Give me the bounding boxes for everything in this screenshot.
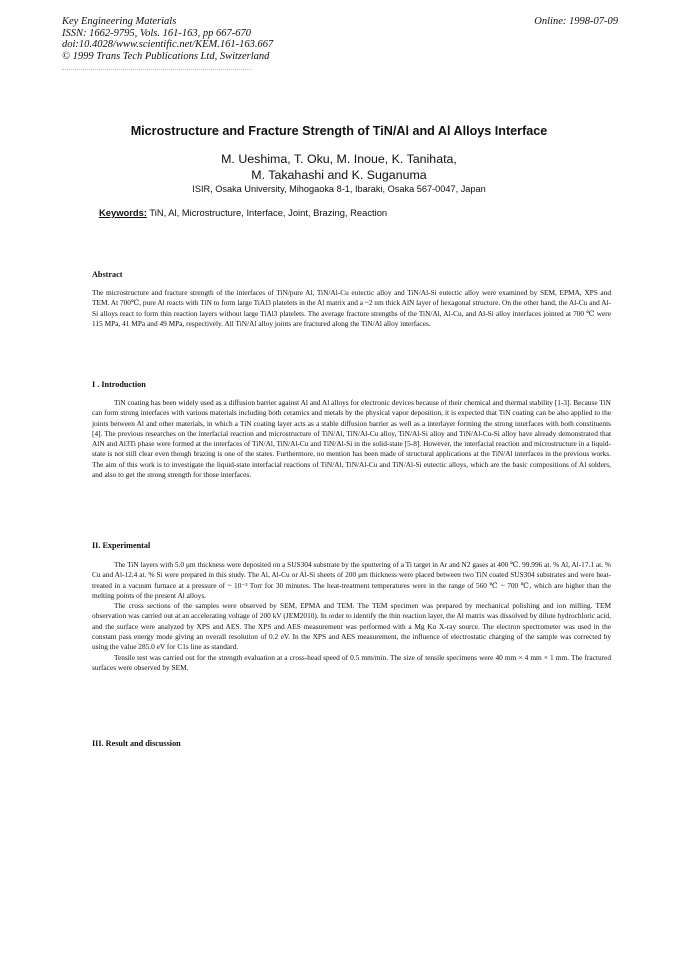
experimental-body — [92, 560, 611, 673]
introduction-text: TiN coating has been widely used as a diffusion barrier against Al and Al alloys for electronic devices because of their chemical and thermal stability [1-3]. Because TiN can form strong interfaces with various materials including both ceramics and metals by the physical vapor deposition, it is expected that TiN coating can be also applied to the joints between Al and other materials, in which a TiN coating layer acts as a stable diffusion barrier as well as a interlayer forming the strong interfaces with both constituents [4]. The previous researches on the interfacial reaction and microstructure of TiN/Al, TiN/Al-Cu alloy, TiN/Al-Si alloy and TiN/Al-Cu-Si alloy have already demonstrated that AlN and Al3Ti phase were formed at the interfaces of TiN/Al, TiN/Al-Cu and TiN/Al-Si in the solid-state [5-8]. However, the interfacial reaction and microstructure in a liquid-state is not still clear even though brazing is one of the states. Furthermore, no mention has been made of structural applications at the TiN/Al interfaces in the previous works. The aim of this work is to investigate the liquid-state interfacial reactions of TiN/Al, TiN/Al-Cu and TiN/Al-Si eutectic alloys, which are the basic compositions of Al solders, and also to get the strong strength for those interfaces. — [92, 398, 611, 480]
experimental-paragraph-2: The cross sections of the samples were observed by SEM, EPMA and TEM. The TEM specimen was prepared by mechanical polishing and ion milling. TEM observation was carried out at an accelerating voltage of 200 kV (JEM2010). In order to identify the thin reaction layer, the Al matrix was dissolved by dilute hydrochloric acid, and the surface were analyzed by XPS and AES. The XPS and AES measurement was performed with a Mg Kα X-ray source. The electron spectrometer was used in the constant pass energy mode giving an overall resolution of 0.2 eV. In the XPS and AES measurement, the influence of electrostatic charging of the sample was corrected by using the value 285.0 eV for C1s line as standard. — [92, 601, 611, 652]
experimental-paragraph-3: Tensile test was carried out for the strength evaluation at a cross-head speed of 0.5 mm/min. The size of tensile specimens were 40 mm × 4 mm × 1 mm. The fractured surfaces were observed by SEM. — [92, 652, 611, 672]
author-list — [0, 151, 678, 183]
abstract-text: The microstructure and fracture strength of the interfaces of TiN/pure Al, TiN/Al-Cu eutectic alloy and TiN/Al-Si eutectic alloy were examined by SEM, EPMA, XPS and TEM. At 700℃, pure Al reacts with TiN to form large TiAl3 platelets in the Al matrix and a ~2 nm thick AlN layer of hexagonal structure. On the other hand, the Al-Cu and Al-Si alloys react to form thin reaction layers without large TiAl3 platelets. The average fracture strengths of the TiN/Al, Al-Cu, and Al-Si alloy interfaces jointed at 700 ℃ were 115 MPa, 41 MPa and 49 MPa, respectively. All TiN/Al alloy joints are fractured along the TiN/Al alloy interfaces. — [92, 288, 611, 328]
abstract-heading: Abstract — [92, 270, 123, 279]
abstract-body — [92, 288, 611, 329]
introduction-heading: I . Introduction — [92, 380, 146, 389]
journal-header — [62, 16, 273, 62]
header-divider — [62, 69, 252, 73]
keywords-label: Keywords: — [99, 207, 147, 218]
introduction-body — [92, 398, 611, 480]
copyright-line: © 1999 Trans Tech Publications Ltd, Switzerland — [62, 50, 270, 62]
keywords-list: TiN, Al, Microstructure, Interface, Joint, Brazing, Reaction — [149, 207, 388, 218]
experimental-paragraph-1: The TiN layers with 5.0 μm thickness were deposited on a SUS304 substrate by the sputtering of a Ti target in Ar and N2 gases at 400 ℃. 99.996 at. % Al, Al-17.1 at. % Cu and Al-12.4 at. % Si were prepared in this study. The Al, Al-Cu or Al-Si sheets of 200 μm thickness were placed between two TiN coated SUS304 substrates and were heat-treated in a vacuum furnace at a pressure of ~ 10⁻³ Torr for 30 minutes. The heat-treatment temperatures were in the range of 560 ℃ ~ 700 ℃, which are higher than the melting points of the present Al alloys. — [92, 560, 611, 600]
paper-title: Microstructure and Fracture Strength of TiN/Al and Al Alloys Interface — [130, 124, 548, 138]
authors-line-1: M. Ueshima, T. Oku, M. Inoue, K. Tanihata, — [221, 152, 457, 166]
authors-line-2: M. Takahashi and K. Suganuma — [251, 168, 427, 182]
results-heading: III. Result and discussion — [92, 739, 181, 748]
doi-line: doi:10.4028/www.scientific.net/KEM.161-163.667 — [62, 39, 274, 50]
experimental-heading: II. Experimental — [92, 541, 151, 550]
online-date: Online: 1998-07-09 — [534, 16, 618, 27]
journal-name: Key Engineering Materials — [62, 16, 177, 27]
keywords-line — [99, 207, 387, 218]
issn-line: ISSN: 1662-9795, Vols. 161-163, pp 667-670 — [62, 27, 251, 39]
affiliation: ISIR, Osaka University, Mihogaoka 8-1, Ibaraki, Osaka 567-0047, Japan — [192, 184, 486, 194]
